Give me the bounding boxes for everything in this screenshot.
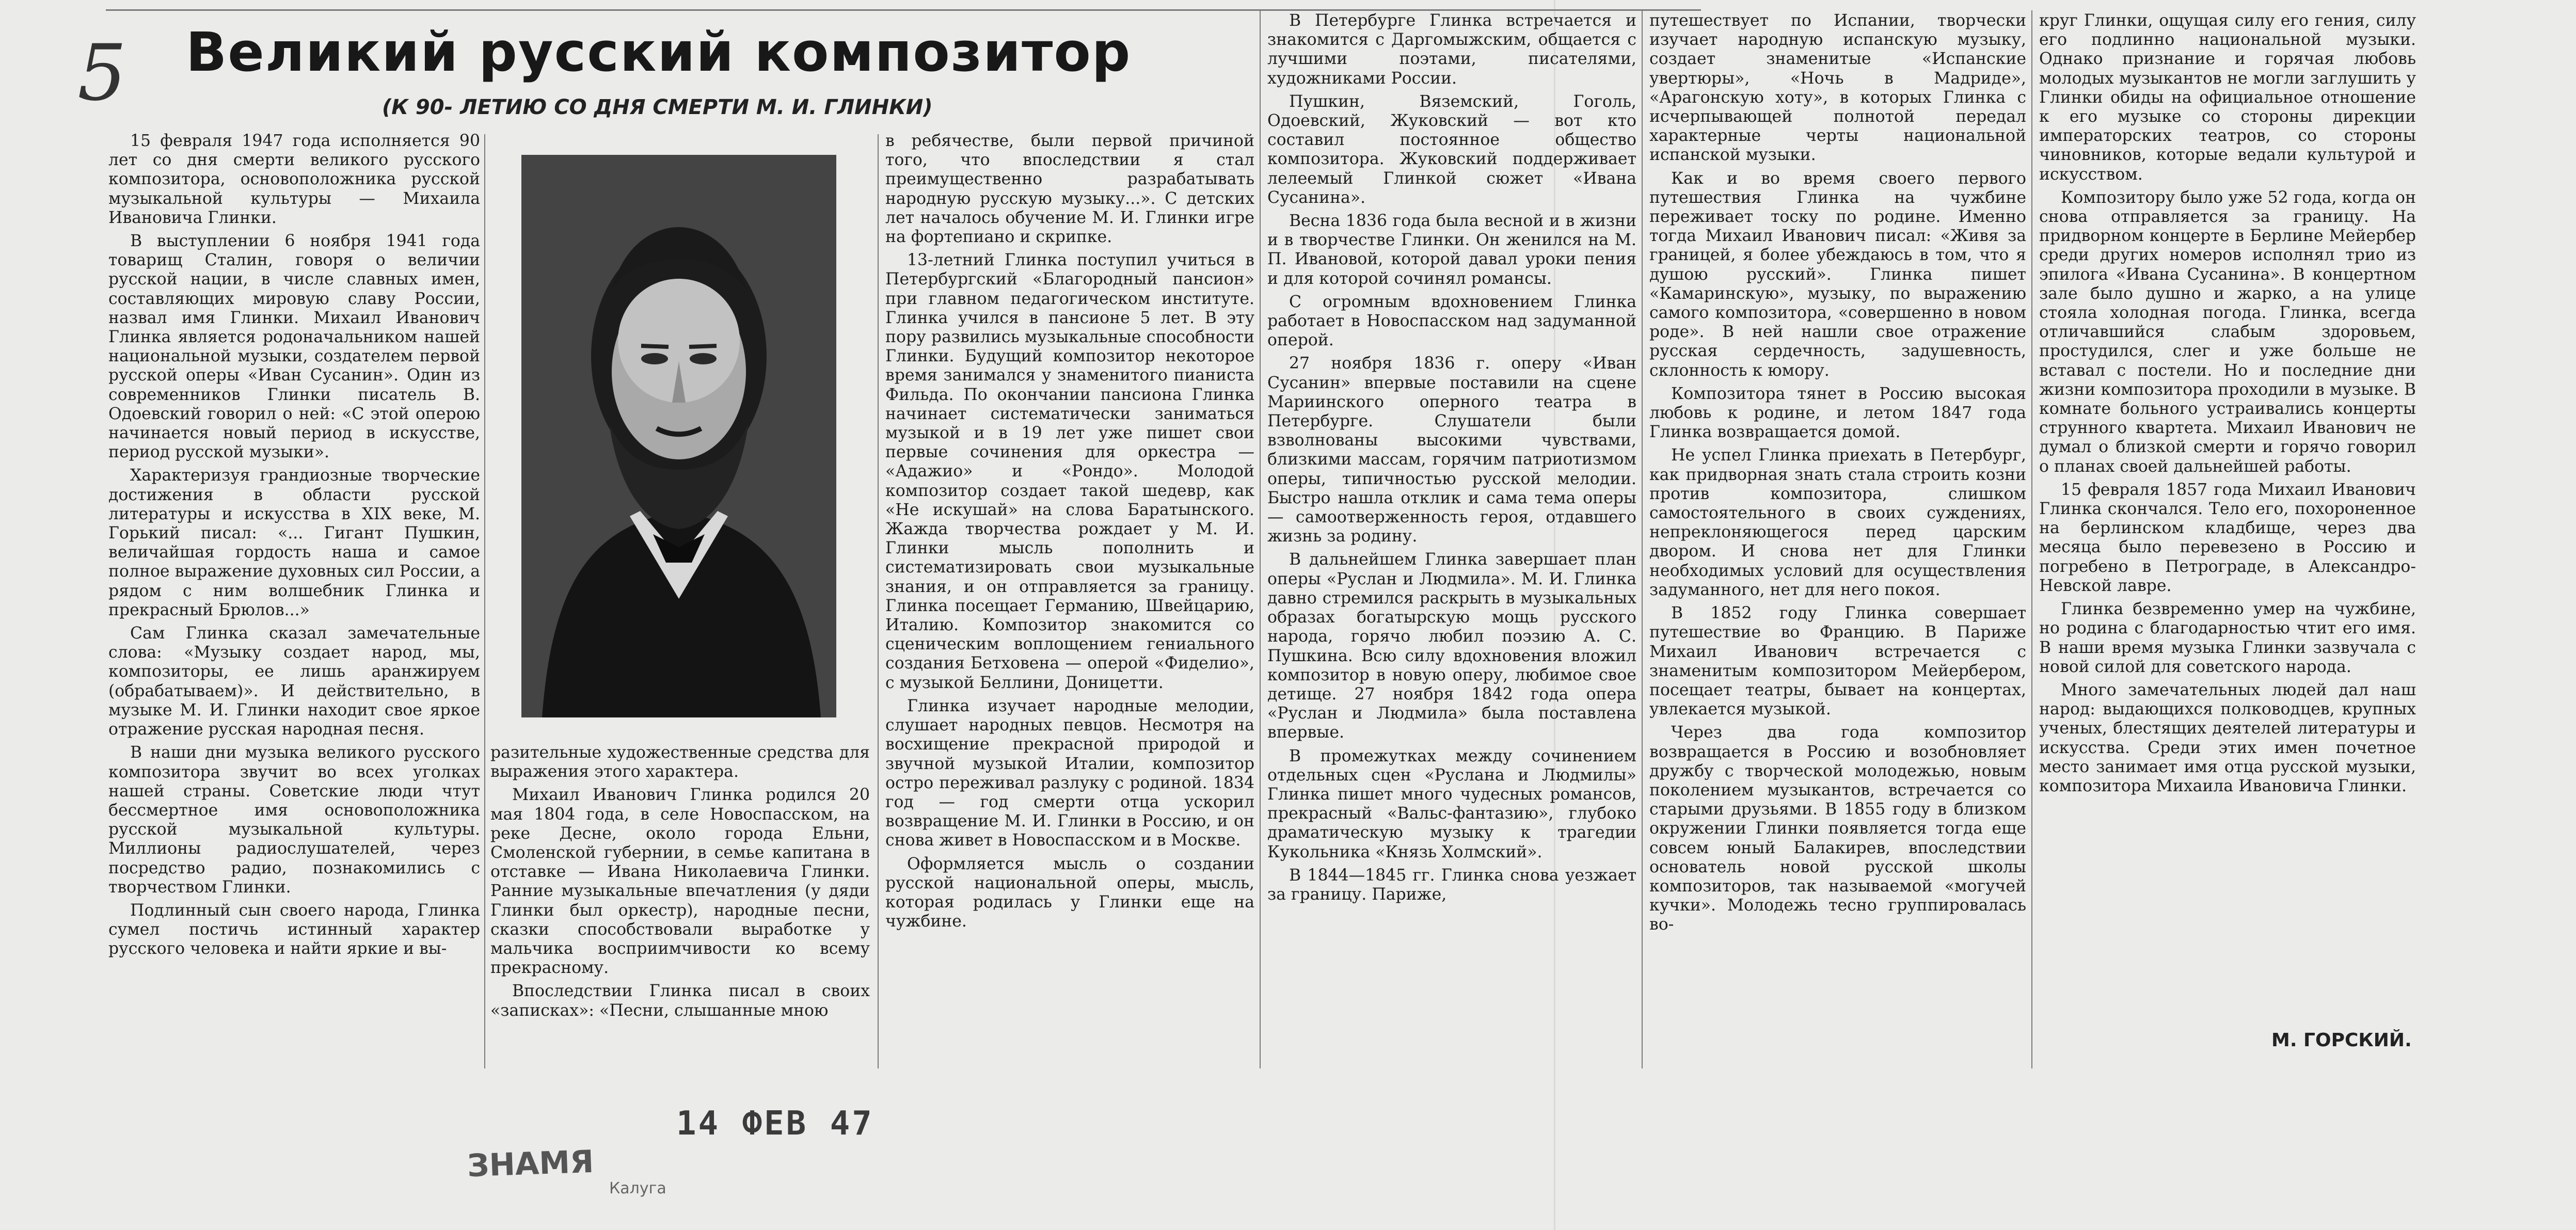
column-rule [1260, 10, 1261, 1068]
paragraph: Подлинный сын своего народа, Глинка сумел постичь истинный характер русского человека и найти яркие и вы- [108, 901, 480, 959]
article-column-4 [1267, 11, 1636, 908]
paragraph: круг Глинки, ощущая силу его гения, силу его подлинно национальной музыки. Однако признание и горячая любовь молодых музыкантов не могли заглушить у Глинки обиды на официальное отношение к его музыке со стороны дирекции императорских театров, со стороны чиновников, которые ведали культурой и искусством. [2039, 11, 2416, 184]
paragraph: Не успел Глинка приехать в Петербург, как придворная знать стала строить козни против композитора, слишком самостоятельного в своих суждениях, непреклоняющегося перед царским двором. И снова нет для Глинки необходимых условий для осуществления задуманного, нет для него покоя. [1649, 446, 2026, 599]
paragraph: Весна 1836 года была весной и в жизни и в творчестве Глинки. Он женился на М. П. Ивановой, которой давал уроки пения и для которой сочинял романсы. [1267, 212, 1636, 288]
paragraph: Глинка безвременно умер на чужбине, но родина с благодарностью чтит его имя. В наши время музыка Глинки зазвучала с новой силой для советского народа. [2039, 600, 2416, 676]
paragraph: Как и во время своего первого путешествия Глинка на чужбине переживает тоску по родине. Именно тогда Михаил Иванович писал: «Живя за границей, я более убеждаюсь в том, что я душою русский». Глинка пишет «Камаринскую», музыку, по выражению самого композитора, «совершенно в новом роде». В ней нашли свое отражение русская сердечность, задушевность, склонность к юмору. [1649, 169, 2026, 380]
paragraph: Много замечательных людей дал наш народ: выдающихся полководцев, крупных ученых, блестящих деятелей литературы и искусства. Среди этих имен почетное место занимает имя отца русской музыки, композитора Михаила Ивановича Глинки. [2039, 680, 2416, 795]
glinka-portrait [521, 155, 836, 717]
newspaper-name-stamp: ЗНАМЯ [466, 1143, 595, 1185]
paragraph: В Петербурге Глинка встречается и знакомится с Даргомыжским, общается с лучшими поэтами, писателями, художниками России. [1267, 11, 1636, 88]
column-rule [484, 134, 485, 1068]
column-rule [2031, 10, 2032, 1068]
paragraph: В 1844—1845 гг. Глинка снова уезжает за границу. Париже, [1267, 866, 1636, 904]
paragraph: в ребячестве, были первой причиной того, что впоследствии я стал преимущественно разрабатывать народную русскую музыку...». С детских лет началось обучение М. И. Глинки игре на фортепиано и скрипке. [885, 132, 1254, 247]
article-column-5 [1649, 11, 2026, 939]
paragraph: В дальнейшем Глинка завершает план оперы «Руслан и Людмила». М. И. Глинка давно стремился раскрыть в музыкальных образах богатырскую мощь русского народа, горячо любил поэзию А. С. Пушкина. Всю силу вдохновения вложил композитор в новую оперу, любимое свое детище. 27 ноября 1842 года опера «Руслан и Людмила» была поставлена впервые. [1267, 550, 1636, 742]
paragraph: 13-летний Глинка поступил учиться в Петербургский «Благородный пансион» при главном педагогическом институте. Глинка учился в пансионе 5 лет. В эту пору развились музыкальные способности Глинки. Будущий композитор некоторое время занимался у знаменитого пианиста Фильда. По окончании пансиона Глинка начинает систематически заниматься музыкой и в 19 лет уже пишет свои первые сочинения для оркестра — «Адажио» и «Рондо». Молодой композитор создает такой шедевр, как «Не искушай» на слова Баратынского. Жажда творчества рождает у М. И. Глинки мысль пополнить и систематизировать свои музыкальные знания, и он отправляется за границу. Глинка посещает Германию, Швейцарию, Италию. Композитор знакомится со сценическим воплощением гениального создания Бетховена — оперой «Фиделио», с музыкой Беллини, Доницетти. [885, 251, 1254, 692]
paragraph: В 1852 году Глинка совершает путешествие во Францию. В Париже Михаил Иванович встречается с знаменитым композитором Мейербером, посещает театры, бывает на концертах, увлекается музыкой. [1649, 604, 2026, 719]
author-byline: М. ГОРСКИЙ. [2271, 1030, 2412, 1051]
headline: Великий русский композитор [186, 21, 1132, 84]
city-stamp: Калуга [609, 1179, 666, 1197]
paragraph: В промежутках между сочинением отдельных сцен «Руслана и Людмилы» Глинка пишет много чудесных романсов, прекрасный «Вальс-фантазию», глубоко драматическую музыку к трагедии Кукольника «Князь Холмский». [1267, 746, 1636, 861]
paragraph: С огромным вдохновением Глинка работает в Новоспасском над задуманной оперой. [1267, 292, 1636, 350]
paragraph: Глинка изучает народные мелодии, слушает народных певцов. Несмотря на восхищение прекрасной природой и звучной музыкой Италии, композитор остро переживал разлуку с родиной. 1834 год — год смерти отца ускорил возвращение М. И. Глинки в Россию, и он снова живет в Новоспасском и в Москве. [885, 696, 1254, 850]
article-column-2 [490, 743, 870, 1025]
paragraph: 15 февраля 1857 года Михаил Иванович Глинка скончался. Тело его, похороненное на берлинском кладбище, через два месяца было перевезено в Россию и погребено в Петрограде, в Александро-Невской лавре. [2039, 480, 2416, 595]
paragraph: Оформляется мысль о создании русской национальной оперы, мысль, которая родилась у Глинки еще на чужбине. [885, 854, 1254, 931]
handwritten-page-number: 5 [77, 28, 127, 118]
date-stamp: 14 ФЕВ 47 [676, 1105, 874, 1143]
article-column-3 [885, 132, 1254, 935]
paragraph: 27 ноября 1836 г. оперу «Иван Сусанин» впервые поставили на сцене Мариинского оперного театра в Петербурге. Слушатели были взволнованы высокими чувствами, близкими массам, горячим патриотизмом оперы, типичностью русской мелодии. Быстро нашла отклик и сама тема оперы — самоотверженность героя, отдавшего жизнь за родину. [1267, 354, 1636, 546]
paragraph: Композитора тянет в Россию высокая любовь к родине, и летом 1847 года Глинка возвращается домой. [1649, 384, 2026, 442]
paragraph: Пушкин, Вяземский, Гоголь, Одоевский, Жуковский — вот кто составил постоянное общество композитора. Жуковский поддерживает лелеемый Глинкой сюжет «Ивана Сусанина». [1267, 92, 1636, 207]
paragraph: путешествует по Испании, творчески изучает народную испанскую музыку, создает знаменитые «Испанские увертюры», «Ночь в Мадриде», «Арагонскую хоту», в которых Глинка с исчерпывающей полнотой передал характерные черты национальной испанской музыки. [1649, 11, 2026, 165]
paragraph: Михаил Иванович Глинка родился 20 мая 1804 года, в селе Новоспасском, на реке Десне, около города Ельни, Смоленской губернии, в семье капитана в отставке — Ивана Николаевича Глинки. Ранние музыкальные впечатления (у дяди Глинки был оркестр), народные песни, сказки способствовали выработке у мальчика восприимчивости ко всему прекрасному. [490, 786, 870, 978]
paragraph: разительные художественные средства для выражения этого характера. [490, 743, 870, 781]
paragraph: Характеризуя грандиозные творческие достижения в области русской литературы и искусства в XIX веке, М. Горький писал: «... Гигант Пушкин, величайшая гордость наша и самое полное выражение духовных сил России, а рядом с ним волшебник Глинка и прекрасный Брюлов...» [108, 466, 480, 619]
column-rule [1642, 10, 1643, 1068]
paragraph: В наши дни музыка великого русского композитора звучит во всех уголках нашей страны. Советские люди чтут бессмертное имя основоположника русской музыкальной культуры. Миллионы радиослушателей, через посредство радио, познакомились с творчеством Глинки. [108, 743, 480, 897]
paragraph: Композитору было уже 52 года, когда он снова отправляется за границу. На придворном концерте в Берлине Мейербер среди других номеров исполнял трио из эпилога «Ивана Сусанина». В концертном зале было душно и жарко, а на улице стояла холодная погода. Глинка, всегда отличавшийся слабым здоровьем, простудился, слег и уже больше не вставал с постели. Но и последние дни жизни композитора проходили в музыке. В комнате больного устраивались концерты струнного квартета. Михаил Иванович не думал о близкой смерти и горячо говорил о планах своей дальнейшей работы. [2039, 188, 2416, 476]
top-rule [106, 9, 1701, 11]
paragraph: Впоследствии Глинка писал в своих «записках»: «Песни, слышанные мною [490, 982, 870, 1020]
column-rule [878, 134, 879, 1068]
paragraph: Через два года композитор возвращается в Россию и возобновляет дружбу с творческой молодежью, новым поколением музыкантов, встречается со старыми друзьями. В 1855 году в близком окружении Глинки появляется тогда еще совсем юный Балакирев, впоследствии основатель новой русской школы композиторов, так называемой «могучей кучки». Молодежь тесно группировалась во- [1649, 723, 2026, 934]
article-column-1 [108, 132, 480, 963]
paragraph: Сам Глинка сказал замечательные слова: «Музыку создает народ, мы, композиторы, ее лишь аранжируем (обрабатываем)». И действительно, в музыке М. И. Глинки находит свое яркое отражение русская народная песня. [108, 624, 480, 739]
paragraph: 15 февраля 1947 года исполняется 90 лет со дня смерти великого русского композитора, основоположника русской музыкальной культуры — Михаила Ивановича Глинки. [108, 132, 480, 227]
paragraph: В выступлении 6 ноября 1941 года товарищ Сталин, говоря о величии русской нации, в числе славных имен, составляющих мировую славу России, назвал имя Глинки. Михаил Иванович Глинка является родоначальником нашей национальной музыки, создателем первой русской оперы «Иван Сусанин». Один из современников Глинки писатель В. Одоевский говорил о ней: «С этой оперою начинается новый период в искусстве, период русской музыки». [108, 232, 480, 462]
subtitle: (К 90- ЛЕТИЮ СО ДНЯ СМЕРТИ М. И. ГЛИНКИ) [382, 95, 933, 119]
article-column-6 [2039, 11, 2416, 800]
